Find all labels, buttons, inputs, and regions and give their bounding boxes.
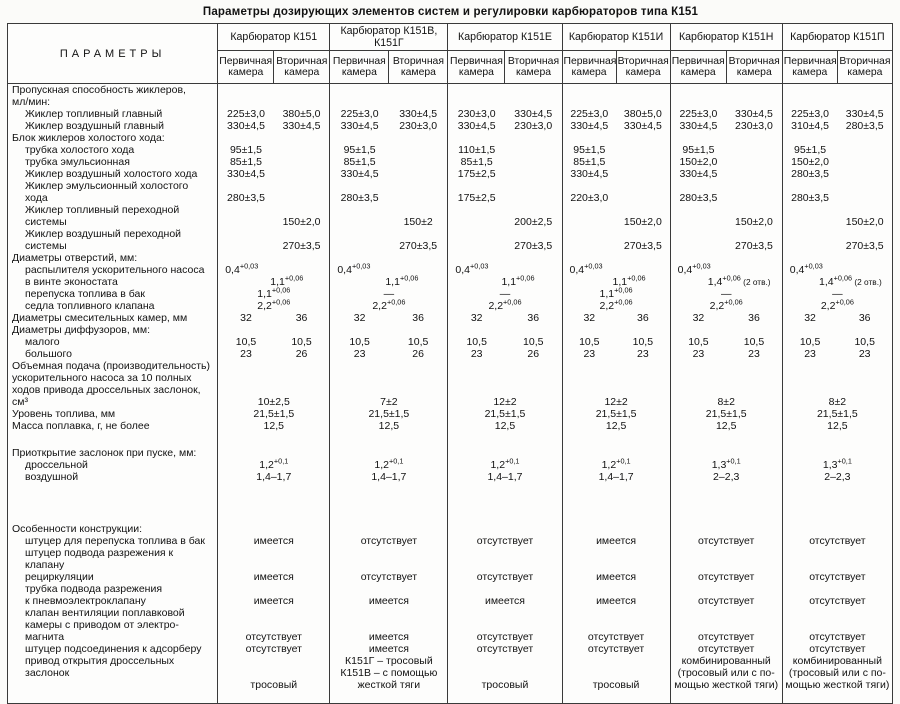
value-cell: отсутствует xyxy=(670,547,782,583)
value-cell xyxy=(782,324,892,336)
value-cell: 330±4,5 xyxy=(670,168,782,180)
value-cell xyxy=(670,483,782,535)
value-cell: 330±4,5 xyxy=(330,168,448,180)
value-cell: 225±3,0 330±4,5 xyxy=(330,108,448,120)
table-row xyxy=(8,300,893,312)
value-cell: 95±1,5 xyxy=(782,144,892,156)
value-cell: 12,5 xyxy=(782,420,892,432)
param-label: перепуска топлива в бак xyxy=(25,288,145,300)
value-cell: комбинированный (тросовый или с по- мощью жесткой тяги) xyxy=(782,655,892,691)
filler-cell xyxy=(782,691,892,704)
value-cell xyxy=(448,84,562,109)
param-label: дроссельной xyxy=(25,459,88,471)
value-cell: 1,4–1,7 xyxy=(562,471,670,483)
table-row xyxy=(8,607,893,643)
value-cell: $1,2^{+0,1}$ xyxy=(218,459,330,471)
value-cell: 225±3,0 330±4,5 xyxy=(782,108,892,120)
value-cell: 280±3,5 xyxy=(670,180,782,204)
value-cell: 95±1,5 xyxy=(562,144,670,156)
value-cell: 21,5±1,5 xyxy=(448,408,562,420)
value-cell: 10,5 10,5 xyxy=(448,336,562,348)
value-cell: отсутствует xyxy=(448,547,562,583)
value-cell xyxy=(562,324,670,336)
carb-header-k151p: Карбюратор К151П xyxy=(782,24,892,51)
table-row xyxy=(8,276,893,288)
value-cell: отсутствует xyxy=(670,535,782,547)
value-cell xyxy=(782,483,892,535)
value-cell: отсутствует xyxy=(448,535,562,547)
value-cell: $2,2^{+0,06}$ xyxy=(330,300,448,312)
value-cell: $0,4^{+0,03}$ xyxy=(218,264,330,276)
value-cell xyxy=(562,252,670,264)
value-cell: 95±1,5 xyxy=(330,144,448,156)
table-row xyxy=(8,84,893,109)
param-label: Жиклер воздушный переходной системы xyxy=(25,228,182,252)
value-cell: 32 36 xyxy=(670,312,782,324)
value-cell: отсутствует xyxy=(782,535,892,547)
value-cell: 280±3,5 xyxy=(782,180,892,204)
value-cell: 270±3,5 xyxy=(670,228,782,252)
value-cell: 85±1,5 xyxy=(330,156,448,168)
value-cell: имеется xyxy=(562,535,670,547)
value-cell: 32 36 xyxy=(218,312,330,324)
value-cell: 150±2,0 xyxy=(782,204,892,228)
value-cell: $1,1^{+0,06}$ xyxy=(562,276,670,288)
value-cell: 1,4–1,7 xyxy=(448,471,562,483)
chamber-header-primary: Первичная камера xyxy=(218,51,274,84)
value-cell xyxy=(330,483,448,535)
value-cell: 95±1,5 xyxy=(218,144,330,156)
value-cell: 330±4,5 330±4,5 xyxy=(562,120,670,132)
value-cell: 2–2,3 xyxy=(670,471,782,483)
param-label: Блок жиклеров холостого хода: xyxy=(12,132,165,144)
param-label: Диаметры отверстий, мм: xyxy=(12,252,138,264)
value-cell xyxy=(448,324,562,336)
value-cell xyxy=(330,252,448,264)
value-cell: комбинированный (тросовый или с по- мощью жесткой тяги) xyxy=(670,655,782,691)
carb-header-k151: Карбюратор К151 xyxy=(218,24,330,51)
value-cell: имеется xyxy=(562,547,670,583)
parameters-table xyxy=(7,23,893,704)
header-row-carburetors xyxy=(8,24,893,51)
value-cell: 23 23 xyxy=(562,348,670,360)
value-cell: 21,5±1,5 xyxy=(330,408,448,420)
value-cell xyxy=(670,132,782,144)
value-cell: $1,2^{+0,1}$ xyxy=(448,459,562,471)
value-cell: 270±3,5 xyxy=(218,228,330,252)
value-cell xyxy=(670,324,782,336)
param-label: воздушной xyxy=(25,471,79,483)
value-cell xyxy=(330,324,448,336)
table-row xyxy=(8,144,893,156)
param-label: Масса поплавка, г, не более xyxy=(12,420,150,432)
param-label: Особенности конструкции: xyxy=(12,523,143,535)
value-cell: 280±3,5 xyxy=(330,180,448,204)
chamber-header-secondary: Вторичная камера xyxy=(726,51,782,84)
table-row xyxy=(8,471,893,483)
param-label: в винте эконостата xyxy=(25,276,118,288)
table-row xyxy=(8,459,893,471)
page-title: Параметры дозирующих элементов систем и регулировки карбюраторов типа К151 xyxy=(202,6,699,18)
value-cell: $0,4^{+0,03}$ xyxy=(670,264,782,276)
value-cell: 330±4,5 230±3,0 xyxy=(330,120,448,132)
value-cell: 280±3,5 xyxy=(782,168,892,180)
param-label: клапан вентиляции поплавковой камеры с приводом от электро- магнита xyxy=(25,607,185,643)
value-cell: отсутствует xyxy=(782,607,892,643)
value-cell xyxy=(218,252,330,264)
value-cell: 7±2 xyxy=(330,360,448,408)
param-label: Пропускная способность жиклеров, мл/мин: xyxy=(12,84,186,108)
value-cell xyxy=(330,432,448,459)
table-row xyxy=(8,204,893,228)
value-cell: $2,2^{+0,06}$ xyxy=(448,300,562,312)
value-cell xyxy=(562,84,670,109)
value-cell: 12±2 xyxy=(448,360,562,408)
chamber-header-primary: Первичная камера xyxy=(330,51,389,84)
value-cell xyxy=(448,252,562,264)
value-cell: отсутствует xyxy=(670,583,782,607)
chamber-header-primary: Первичная камера xyxy=(562,51,616,84)
table-row xyxy=(8,547,893,583)
value-cell: имеется xyxy=(448,583,562,607)
value-cell xyxy=(782,132,892,144)
value-cell: имеется xyxy=(218,547,330,583)
table-row xyxy=(8,288,893,300)
value-cell: отсутствует xyxy=(218,607,330,643)
value-cell: $2,2^{+0,06}$ xyxy=(218,300,330,312)
value-cell: $0,4^{+0,03}$ xyxy=(330,264,448,276)
chamber-header-secondary: Вторичная камера xyxy=(616,51,670,84)
filler-cell xyxy=(562,691,670,704)
value-cell: 230±3,0 330±4,5 xyxy=(448,108,562,120)
param-label: штуцер подсоединения к адсорберу xyxy=(25,643,202,655)
value-cell: 330±4,5 230±3,0 xyxy=(670,120,782,132)
value-cell: 12,5 xyxy=(330,420,448,432)
table-row xyxy=(8,312,893,324)
param-label: привод открытия дроссельных заслонок xyxy=(25,655,175,679)
value-cell: 32 36 xyxy=(562,312,670,324)
value-cell: 1,4–1,7 xyxy=(330,471,448,483)
param-label: Приоткрытие заслонок при пуске, мм: xyxy=(12,447,197,459)
value-cell xyxy=(218,324,330,336)
table-row xyxy=(8,132,893,144)
param-label: трубка подвода разрежения к пневмоэлектроклапану xyxy=(25,583,163,607)
value-cell xyxy=(448,132,562,144)
value-cell: $2,2^{+0,06}$ xyxy=(670,300,782,312)
value-cell: 10,5 10,5 xyxy=(670,336,782,348)
value-cell: отсутствует xyxy=(562,607,670,643)
value-cell: $2,2^{+0,06}$ xyxy=(782,300,892,312)
value-cell xyxy=(782,84,892,109)
filler-cell xyxy=(670,691,782,704)
value-cell: 330±4,5 230±3,0 xyxy=(448,120,562,132)
value-cell: 225±3,0 380±5,0 xyxy=(562,108,670,120)
value-cell xyxy=(218,84,330,109)
value-cell: 270±3,5 xyxy=(562,228,670,252)
value-cell: отсутствует xyxy=(782,643,892,655)
value-cell: 95±1,5 xyxy=(670,144,782,156)
value-cell: 21,5±1,5 xyxy=(562,408,670,420)
table-row xyxy=(8,264,893,276)
value-cell: 85±1,5 xyxy=(562,156,670,168)
value-cell xyxy=(330,132,448,144)
value-cell: 12±2 xyxy=(562,360,670,408)
filler-cell xyxy=(218,691,330,704)
value-cell: отсутствует xyxy=(330,535,448,547)
table-row xyxy=(8,120,893,132)
filler-row xyxy=(8,691,893,704)
value-cell xyxy=(330,84,448,109)
value-cell xyxy=(218,432,330,459)
value-cell: 8±2 xyxy=(782,360,892,408)
value-cell: $1,1^{+0,06}$ xyxy=(218,288,330,300)
param-label: распылителя ускорительного насоса xyxy=(25,264,205,276)
value-cell: 1,4–1,7 xyxy=(218,471,330,483)
table-row xyxy=(8,324,893,336)
table-row xyxy=(8,108,893,120)
value-cell: 23 23 xyxy=(670,348,782,360)
value-cell: 12,5 xyxy=(670,420,782,432)
value-cell: 8±2 xyxy=(670,360,782,408)
value-cell xyxy=(218,483,330,535)
table-row xyxy=(8,432,893,459)
value-cell: 175±2,5 xyxy=(448,180,562,204)
param-label: Жиклер воздушный главный xyxy=(25,120,165,132)
value-cell: $1,2^{+0,1}$ xyxy=(330,459,448,471)
value-cell: $1,3^{+0,1}$ xyxy=(782,459,892,471)
carb-header-k151i: Карбюратор К151И xyxy=(562,24,670,51)
value-cell: имеется xyxy=(330,583,448,607)
table-row xyxy=(8,168,893,180)
param-label: Жиклер топливный переходной системы xyxy=(25,204,180,228)
value-cell: имеется xyxy=(218,583,330,607)
param-label: малого xyxy=(25,336,60,348)
value-cell: 330±4,5 330±4,5 xyxy=(218,120,330,132)
chamber-header-primary: Первичная камера xyxy=(670,51,726,84)
value-cell: 270±3,5 xyxy=(330,228,448,252)
value-cell: имеется xyxy=(218,535,330,547)
value-cell: 200±2,5 xyxy=(448,204,562,228)
value-cell: $1,1^{+0,06}$ xyxy=(330,276,448,288)
param-label: Жиклер топливный главный xyxy=(25,108,163,120)
value-cell: $1,3^{+0,1}$ xyxy=(670,459,782,471)
value-cell: имеется xyxy=(562,583,670,607)
param-label: штуцер для перепуска топлива в бак xyxy=(25,535,205,547)
filler-cell xyxy=(448,691,562,704)
value-cell: $0,4^{+0,03}$ xyxy=(448,264,562,276)
value-cell: 23 26 xyxy=(448,348,562,360)
value-cell: 85±1,5 xyxy=(448,156,562,168)
value-cell: 10,5 10,5 xyxy=(562,336,670,348)
chamber-header-primary: Первичная камера xyxy=(782,51,837,84)
chamber-header-secondary: Вторичная камера xyxy=(505,51,562,84)
value-cell: тросовый xyxy=(218,655,330,691)
value-cell: тросовый xyxy=(448,655,562,691)
table-row xyxy=(8,643,893,655)
chamber-header-secondary: Вторичная камера xyxy=(837,51,892,84)
table-row xyxy=(8,360,893,408)
chamber-header-secondary: Вторичная камера xyxy=(274,51,330,84)
param-label: штуцер подвода разрежения к клапану рециркуляции xyxy=(25,547,174,583)
value-cell: К151Г – тросовый К151В – с помощью жесткой тяги xyxy=(330,655,448,691)
value-cell: 225±3,0 330±4,5 xyxy=(670,108,782,120)
value-cell xyxy=(562,432,670,459)
table-row xyxy=(8,180,893,204)
value-cell: 150±2,0 xyxy=(670,204,782,228)
carb-header-k151n: Карбюратор К151Н xyxy=(670,24,782,51)
value-cell xyxy=(782,252,892,264)
value-cell: $0,4^{+0,03}$ xyxy=(562,264,670,276)
value-cell: $0,4^{+0,03}$ xyxy=(782,264,892,276)
param-label: Объемная подача (производительность) ускорительного насоса за 10 полных ходов привода дроссельных заслонок, см³ xyxy=(12,360,210,408)
value-cell: 270±3,5 xyxy=(448,228,562,252)
value-cell: отсутствует xyxy=(448,643,562,655)
value-cell: 23 23 xyxy=(782,348,892,360)
value-cell: 32 36 xyxy=(782,312,892,324)
table-row xyxy=(8,156,893,168)
value-cell: 21,5±1,5 xyxy=(218,408,330,420)
value-cell: $1,1^{+0,06}$ xyxy=(218,276,330,288)
chamber-header-secondary: Вторичная камера xyxy=(389,51,448,84)
table-row xyxy=(8,655,893,691)
value-cell xyxy=(670,252,782,264)
value-cell: 110±1,5 xyxy=(448,144,562,156)
value-cell: отсутствует xyxy=(670,643,782,655)
value-cell xyxy=(448,432,562,459)
value-cell: 150±2 xyxy=(330,204,448,228)
value-cell xyxy=(782,432,892,459)
value-cell: 23 26 xyxy=(330,348,448,360)
value-cell xyxy=(448,483,562,535)
param-label: Жиклер эмульсионный холостого хода xyxy=(25,180,189,204)
value-cell: отсутствует xyxy=(448,607,562,643)
value-cell: $1,1^{+0,06}$ xyxy=(448,276,562,288)
table-row xyxy=(8,228,893,252)
filler-cell xyxy=(330,691,448,704)
value-cell: отсутствует xyxy=(670,607,782,643)
value-cell: имеется xyxy=(330,643,448,655)
param-label: большого xyxy=(25,348,72,360)
value-cell: 23 26 xyxy=(218,348,330,360)
value-cell: тросовый xyxy=(562,655,670,691)
param-label: Диаметры диффузоров, мм: xyxy=(12,324,151,336)
value-cell: 150±2,0 xyxy=(562,204,670,228)
value-cell: 225±3,0 380±5,0 xyxy=(218,108,330,120)
value-cell: 2–2,3 xyxy=(782,471,892,483)
param-label: трубка холостого хода xyxy=(25,144,135,156)
value-cell: 21,5±1,5 xyxy=(670,408,782,420)
param-label: трубка эмульсионная xyxy=(25,156,130,168)
value-cell: 150±2,0 xyxy=(670,156,782,168)
parameters-column-header: ПАРАМЕТРЫ xyxy=(8,24,218,84)
value-cell xyxy=(562,132,670,144)
value-cell: $1,2^{+0,1}$ xyxy=(562,459,670,471)
value-cell: 280±3,5 xyxy=(218,180,330,204)
table-row xyxy=(8,252,893,264)
value-cell: $1,1^{+0,06}$ xyxy=(562,288,670,300)
value-cell: отсутствует xyxy=(782,583,892,607)
value-cell: отсутствует xyxy=(562,643,670,655)
filler-cell xyxy=(8,691,218,704)
value-cell xyxy=(218,132,330,144)
value-cell: 12,5 xyxy=(448,420,562,432)
value-cell: 310±4,5 280±3,5 xyxy=(782,120,892,132)
value-cell xyxy=(670,84,782,109)
value-cell: 10,5 10,5 xyxy=(330,336,448,348)
table-row xyxy=(8,420,893,432)
value-cell: $1,4^{+0,06}$ (2 отв.) xyxy=(782,276,892,288)
value-cell: 21,5±1,5 xyxy=(782,408,892,420)
value-cell: — xyxy=(782,288,892,300)
value-cell: 330±4,5 xyxy=(218,168,330,180)
value-cell: — xyxy=(448,288,562,300)
value-cell xyxy=(670,432,782,459)
table-row xyxy=(8,348,893,360)
param-label: Уровень топлива, мм xyxy=(12,408,116,420)
param-label: Жиклер воздушный холостого хода xyxy=(25,168,198,180)
value-cell: 175±2,5 xyxy=(448,168,562,180)
value-cell: имеется xyxy=(330,607,448,643)
value-cell: 32 36 xyxy=(448,312,562,324)
table-row xyxy=(8,483,893,535)
value-cell: 10,5 10,5 xyxy=(218,336,330,348)
value-cell: 150±2,0 xyxy=(218,204,330,228)
value-cell: отсутствует xyxy=(218,643,330,655)
value-cell: 12,5 xyxy=(562,420,670,432)
value-cell: $2,2^{+0,06}$ xyxy=(562,300,670,312)
value-cell: отсутствует xyxy=(782,547,892,583)
value-cell: — xyxy=(670,288,782,300)
value-cell: 10,5 10,5 xyxy=(782,336,892,348)
value-cell: 10±2,5 xyxy=(218,360,330,408)
value-cell: отсутствует xyxy=(330,547,448,583)
chamber-header-primary: Первичная камера xyxy=(448,51,505,84)
carb-header-k151e: Карбюратор К151Е xyxy=(448,24,562,51)
value-cell: 85±1,5 xyxy=(218,156,330,168)
value-cell: 12,5 xyxy=(218,420,330,432)
table-row xyxy=(8,408,893,420)
value-cell xyxy=(562,483,670,535)
value-cell: 270±3,5 xyxy=(782,228,892,252)
carb-header-k151v-g: Карбюратор К151В, К151Г xyxy=(330,24,448,51)
value-cell: 330±4,5 xyxy=(562,168,670,180)
table-row xyxy=(8,336,893,348)
value-cell: 32 36 xyxy=(330,312,448,324)
table-row xyxy=(8,583,893,607)
param-label: седла топливного клапана xyxy=(25,300,155,312)
value-cell: 150±2,0 xyxy=(782,156,892,168)
value-cell: 220±3,0 xyxy=(562,180,670,204)
value-cell: — xyxy=(330,288,448,300)
table-row xyxy=(8,535,893,547)
param-label: Диаметры смесительных камер, мм xyxy=(12,312,188,324)
value-cell: $1,4^{+0,06}$ (2 отв.) xyxy=(670,276,782,288)
